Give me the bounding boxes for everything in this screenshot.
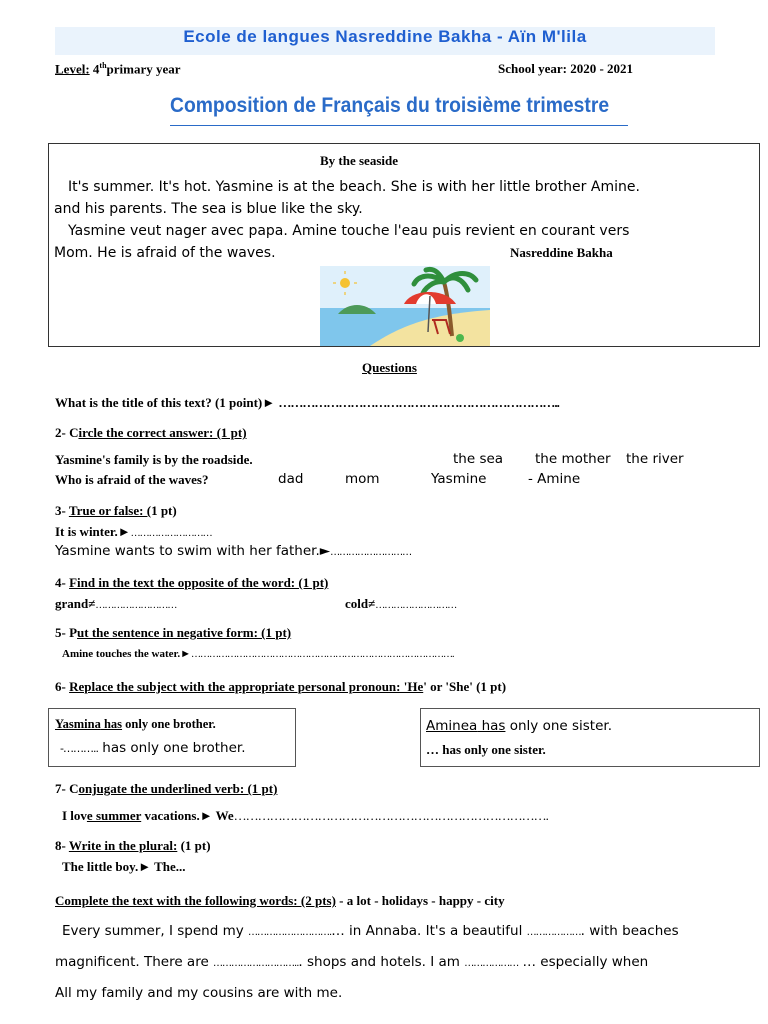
question-1-text: What is the title of this text? (1 point)► — [55, 395, 276, 410]
answer-blank[interactable]: ……………………………………………………………………. — [233, 808, 548, 823]
text-part: … especially when — [518, 954, 649, 970]
sun-icon — [340, 278, 350, 288]
word-list: - a lot - holidays - happy - city — [335, 893, 505, 908]
question-4-text: Find in the text the opposite of the word: (1 pt) — [69, 575, 329, 590]
option-the-river[interactable]: the river — [626, 451, 684, 467]
statement-text: It is winter.► — [55, 524, 131, 539]
answer-blank[interactable]: ……………… — [464, 958, 519, 969]
statement-text: Yasmine wants to swim with her father.► — [55, 543, 331, 559]
question-6-text: Replace the subject with the appropriate personal pronoun: 'He — [69, 679, 424, 694]
question-4-item-grand — [55, 596, 176, 612]
question-9-line-1 — [62, 923, 679, 939]
question-9-line-2 — [55, 954, 648, 970]
question-3-text: True or false: ( — [68, 503, 152, 518]
option-the-mother[interactable]: the mother — [535, 451, 611, 467]
sentence-rest: has only one brother. — [97, 740, 246, 756]
school-year: School year: 2020 - 2021 — [498, 61, 634, 76]
verb-word: has — [100, 717, 123, 731]
word-grand: grand≠ — [55, 596, 96, 611]
text-part: . shops and hotels. I am — [298, 954, 465, 970]
question-5-number: 5- P — [55, 625, 78, 640]
question-4 — [55, 575, 328, 591]
question-8 — [55, 838, 211, 854]
pronoun-box-2 — [420, 708, 760, 767]
sentence-start: I lov — [62, 808, 87, 823]
passage-author: Nasreddine Bakha — [510, 245, 613, 260]
question-6-number: 6- — [55, 679, 70, 694]
question-9 — [55, 893, 505, 909]
text-part: magnificent. There are — [55, 954, 214, 970]
question-8-sentence: The little boy.► The... — [62, 859, 186, 874]
answer-blank[interactable]: ……………………….. — [213, 958, 299, 969]
option-the-sea[interactable]: the sea — [453, 451, 504, 467]
answer-blank[interactable]: ……………………… — [95, 600, 177, 611]
level-number: 4 — [92, 61, 100, 77]
question-6 — [55, 679, 506, 695]
answer-blank[interactable]: …………………………………………………………….. — [278, 395, 559, 410]
option-yasmine[interactable]: Yasmine — [431, 471, 487, 487]
sentence-rest: vacations.► We — [141, 808, 234, 823]
question-3-statement-2 — [55, 543, 411, 559]
sentence-rest: only one brother. — [122, 717, 216, 731]
passage-line-2: and his parents. The sea is blue like the sky. — [54, 201, 363, 217]
question-7 — [55, 781, 277, 797]
passage-line-3: Yasmine veut nager avec papa. Amine touche l'eau puis revient en courant vers — [68, 223, 630, 239]
question-4-number: 4- — [55, 575, 70, 590]
text-part: . with beaches — [580, 923, 679, 939]
option-amine[interactable]: - Amine — [528, 471, 581, 487]
option-dad[interactable]: dad — [278, 471, 304, 487]
question-7-number: 7- C — [55, 781, 79, 796]
question-8-points: (1 pt) — [177, 838, 211, 853]
question-9-text: Complete the text with the following words: (2 pts) — [55, 893, 336, 908]
word-cold: cold≠ — [345, 596, 376, 611]
underlined-verb: e summer — [86, 808, 142, 823]
question-7-sentence — [62, 808, 548, 824]
level-line — [55, 61, 181, 77]
question-5 — [55, 625, 291, 641]
passage-title: By the seaside — [320, 153, 398, 168]
answer-blank[interactable]: ……………… — [526, 927, 581, 938]
question-8-text: Write in the plural: — [68, 838, 178, 853]
question-2-statement-1: Yasmine's family is by the roadside. — [55, 452, 253, 467]
text-part: Every summer, I spend my — [62, 923, 249, 939]
questions-heading: Questions — [362, 360, 417, 375]
sentence-rest: only one sister. — [505, 718, 613, 734]
question-2-text: ircle the correct answer: (1 pt) — [78, 425, 247, 440]
answer-blank[interactable]: ……………………… — [330, 547, 412, 558]
question-7-text: onjugate the underlined verb: (1 pt) — [78, 781, 278, 796]
level-label: Level: — [55, 61, 90, 77]
question-2-number: 2- C — [55, 425, 79, 440]
pronoun-box-2-line-1 — [426, 718, 612, 734]
option-mom[interactable]: mom — [345, 471, 380, 487]
question-2 — [55, 425, 247, 441]
question-5-text: ut the sentence in negative form: (1 pt) — [77, 625, 292, 640]
text-part: … in Annaba. It's a beautiful — [331, 923, 527, 939]
question-3 — [55, 503, 177, 519]
school-name: Ecole de langues Nasreddine Bakha - Aïn M'lila — [183, 27, 587, 46]
pronoun-box-1-line-1 — [55, 717, 216, 732]
question-3-number: 3- — [55, 503, 69, 518]
question-1 — [55, 395, 559, 411]
question-8-number: 8- — [55, 838, 69, 853]
question-3-points: 1 pt) — [151, 503, 177, 518]
question-5-sentence — [62, 648, 454, 660]
answer-blank[interactable]: -……….. — [60, 742, 98, 755]
beach-illustration — [320, 266, 490, 346]
exam-title-underline — [170, 125, 628, 126]
pronoun-box-1-line-2 — [60, 740, 246, 756]
question-4-item-cold — [345, 596, 456, 612]
answer-blank[interactable]: ………………………. — [248, 927, 332, 938]
question-6-points: ' or 'She' (1 pt) — [423, 679, 507, 694]
question-2-statement-2: Who is afraid of the waves? — [55, 472, 209, 487]
question-9-line-3: All my family and my cousins are with me. — [55, 985, 343, 1001]
level-suffix: th — [99, 61, 107, 70]
verb-word: has — [477, 718, 506, 734]
subject-word: Yasmina — [55, 717, 101, 731]
exam-title: Composition de Français du troisième trimestre — [170, 94, 610, 117]
passage-line-1: It's summer. It's hot. Yasmine is at the beach. She is with her little brother Amine. — [68, 179, 640, 195]
answer-blank[interactable]: ……………………… — [375, 600, 457, 611]
question-3-statement-1 — [55, 524, 212, 540]
subject-word: Aminea — [426, 718, 478, 734]
sentence-text: Amine touches the water.► — [62, 648, 192, 660]
answer-blank[interactable]: ……………………………………………………………………………. — [191, 649, 454, 660]
answer-blank[interactable]: ……………………… — [130, 528, 212, 539]
level-rest: primary year — [106, 61, 181, 77]
passage-line-4: Mom. He is afraid of the waves. — [54, 245, 276, 261]
pronoun-box-2-line-2: … has only one sister. — [426, 742, 546, 757]
